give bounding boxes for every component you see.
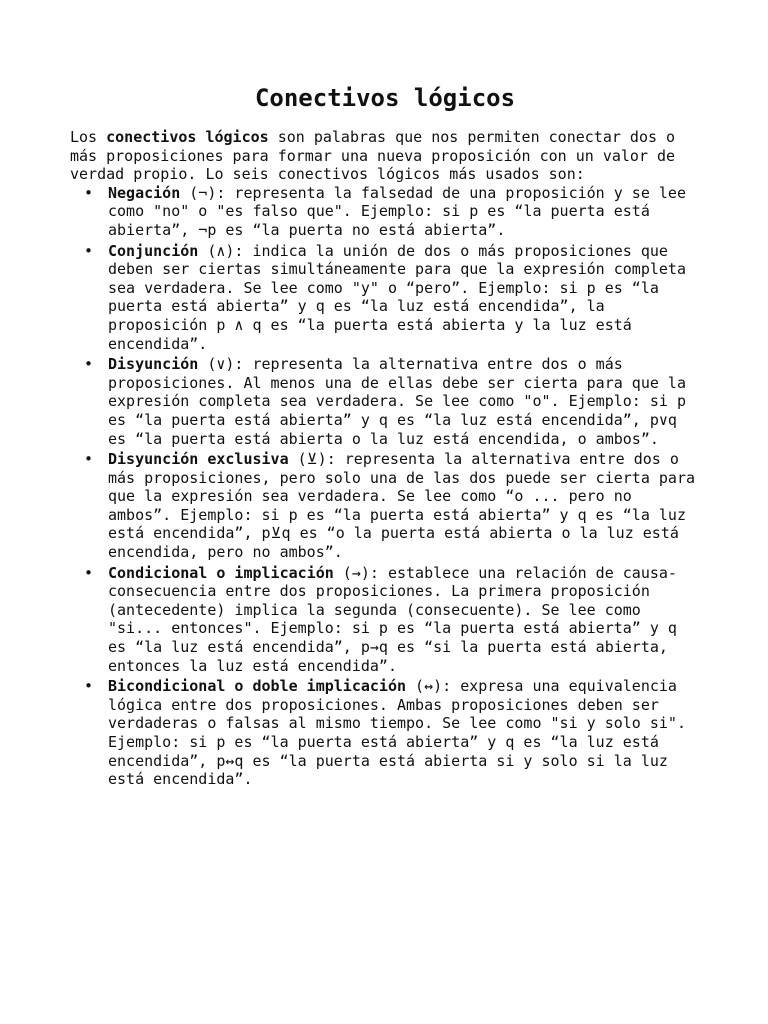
item-term: Disyunción bbox=[108, 355, 199, 374]
document-page bbox=[70, 84, 700, 791]
item-term: Negación bbox=[108, 183, 181, 202]
list-item-bicondicional bbox=[84, 677, 700, 789]
bullet-icon: • bbox=[84, 183, 94, 202]
intro-paragraph bbox=[70, 128, 700, 184]
item-term: Condicional o implicación bbox=[108, 563, 334, 582]
item-term: Disyunción exclusiva bbox=[108, 450, 289, 469]
list-item-condicional bbox=[84, 563, 700, 676]
list-item-negacion bbox=[84, 183, 700, 240]
item-text: (∧): indica la unión de dos o más proposiciones que deben ser ciertas simultáneamente para que la expresión completa sea verdadera. Se lee como "y" o “pero”. Ejemplo: si p es “la puerta está abierta” y q es “la luz está encendida”, la proposición p ∧ q es “la puerta está abierta y la luz está encendida”. bbox=[108, 241, 686, 353]
bullet-icon: • bbox=[84, 450, 94, 469]
item-text: (→): establece una relación de causa-consecuencia entre dos proposiciones. La primera proposición (antecedente) implica la segunda (consecuente). Se lee como "si... entonces". Ejemplo: si p es “la puerta está abierta” y q es “la luz está encendida”, p→q es “si la puerta está abierta, entonces la luz está encendida”. bbox=[108, 563, 677, 675]
list-item-conjuncion bbox=[84, 241, 700, 354]
bullet-icon: • bbox=[84, 241, 94, 260]
intro-bold-term: conectivos lógicos bbox=[106, 128, 269, 146]
item-term: Conjunción bbox=[108, 241, 199, 260]
connectives-list bbox=[70, 184, 700, 789]
item-text: (⊻): representa la alternativa entre dos o más proposiciones, pero solo una de las dos puede ser cierta para que la expresión sea verdadera. Se lee como “o ... pero no ambos”. Ejemplo: si p es “la puerta está abierta” y q es “la luz está encendida”, p⊻q es “o la puerta está abierta o la luz está encendida, pero no ambos”. bbox=[108, 450, 695, 562]
item-term: Bicondicional o doble implicación bbox=[108, 677, 407, 696]
item-text: (↔): expresa una equivalencia lógica entre dos proposiciones. Ambas proposiciones deben ser verdaderas o falsas al mismo tiempo. Se lee como "si y solo si". Ejemplo: si p es “la puerta está abierta” y q es “la luz está encendida”, p↔q es “la puerta está abierta si y solo si la luz está encendida”. bbox=[108, 677, 686, 789]
list-item-disyuncion bbox=[84, 355, 700, 448]
intro-suffix: son palabras que nos permiten conectar dos o más proposiciones para formar una nueva proposición con un valor de verdad propio. Lo seis conectivos lógicos más usados son: bbox=[70, 128, 676, 184]
intro-prefix: Los bbox=[70, 128, 107, 146]
list-item-disyuncion-exclusiva bbox=[84, 450, 700, 562]
bullet-icon: • bbox=[84, 677, 94, 696]
page-title: Conectivos lógicos bbox=[254, 84, 516, 112]
bullet-icon: • bbox=[84, 355, 94, 374]
item-text: (¬): representa la falsedad de una proposición y se lee como "no" o "es falso que". Ejemplo: si p es “la puerta está abierta”, ¬p es “la puerta no está abierta”. bbox=[108, 183, 686, 239]
bullet-icon: • bbox=[84, 563, 94, 582]
item-text: (∨): representa la alternativa entre dos o más proposiciones. Al menos una de ellas debe ser cierta para que la expresión completa sea verdadera. Se lee como "o". Ejemplo: si p es “la puerta está abierta” y q es “la luz está encendida”, p∨q es “la puerta está abierta o la luz está encendida, o ambos”. bbox=[108, 355, 686, 448]
